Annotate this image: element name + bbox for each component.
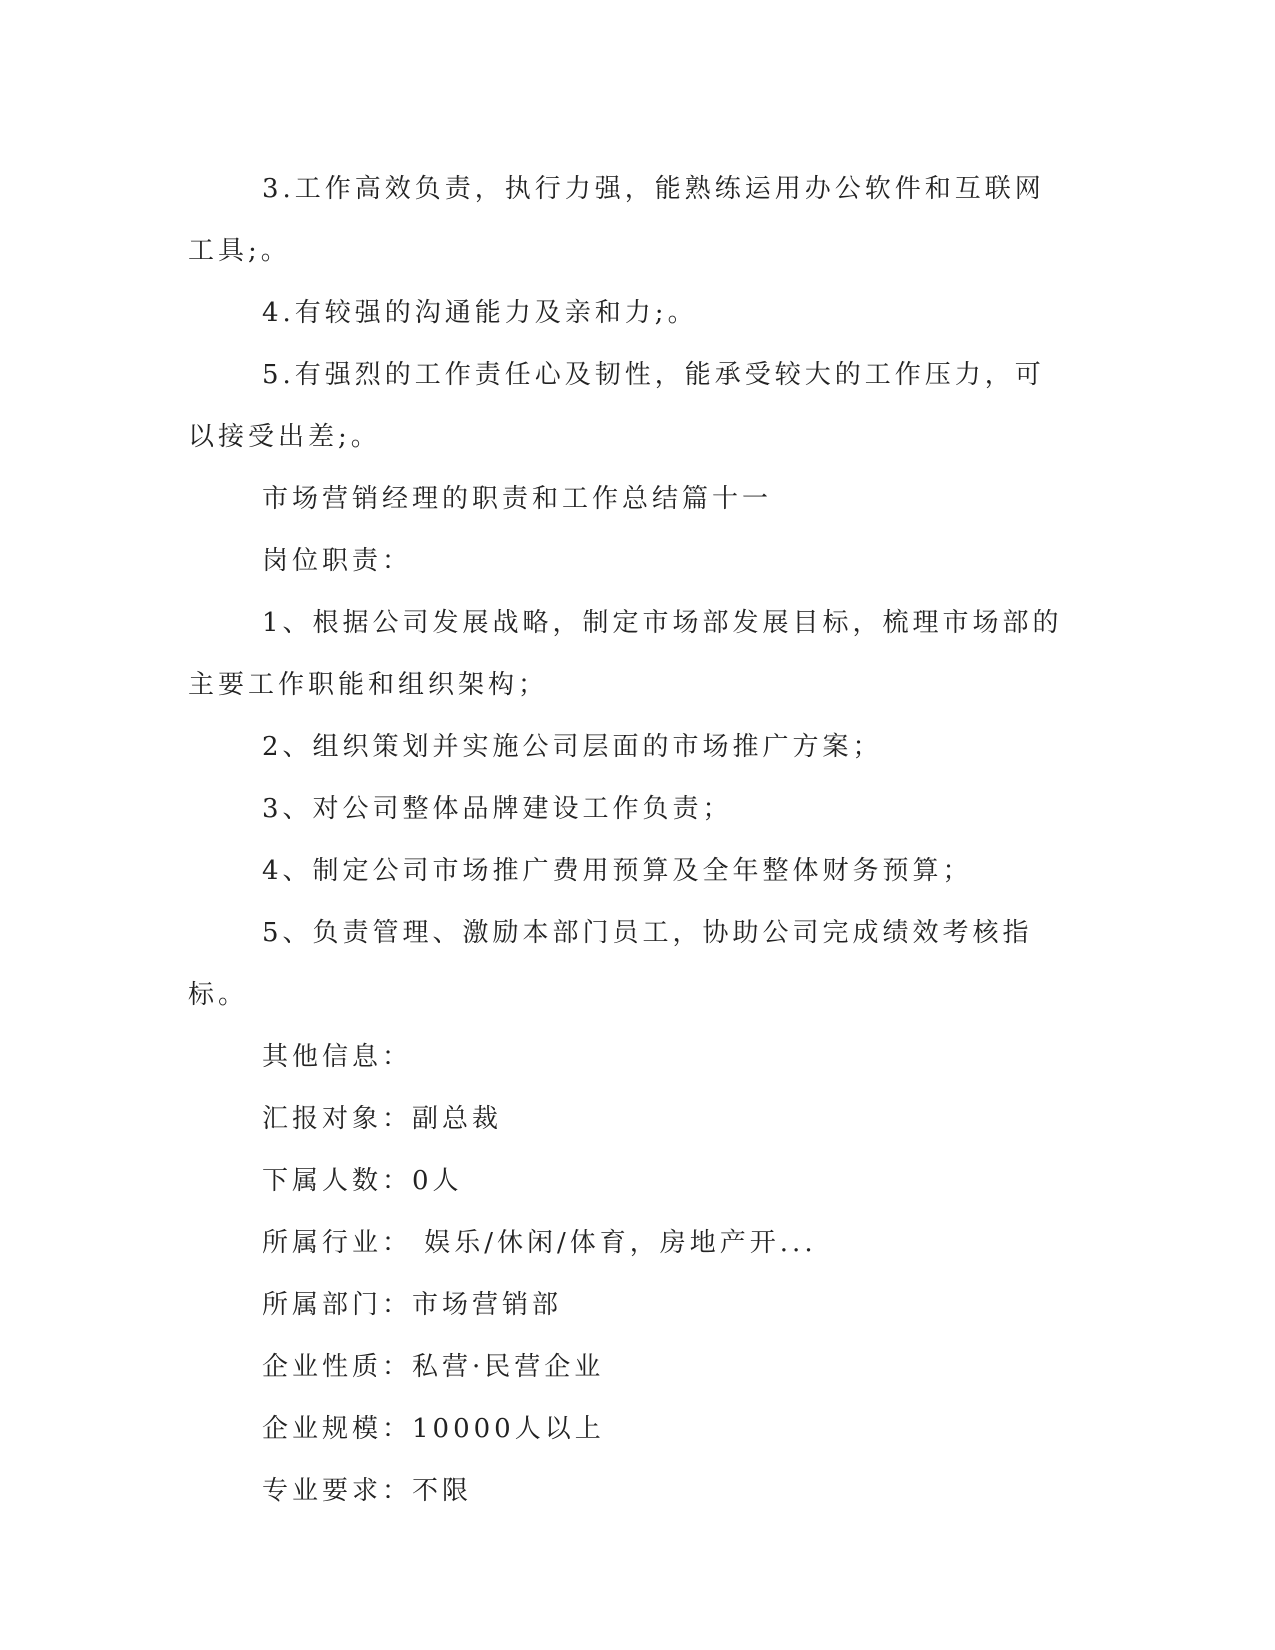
section-heading: 市场营销经理的职责和工作总结篇十一 bbox=[262, 484, 773, 514]
info-line: 所属部门：市场营销部 bbox=[262, 1290, 563, 1320]
paragraph: 5.有强烈的工作责任心及韧性，能承受较大的工作压力，可以接受出差;。 bbox=[188, 360, 1045, 452]
list-item: 5、负责管理、激励本部门员工，协助公司完成绩效考核指标。 bbox=[188, 918, 1033, 1010]
subheading: 岗位职责： bbox=[262, 546, 413, 576]
paragraph: 4.有较强的沟通能力及亲和力;。 bbox=[262, 298, 698, 328]
list-item: 1、根据公司发展战略，制定市场部发展目标，梳理市场部的主要工作职能和组织架构； bbox=[188, 608, 1063, 700]
info-line: 所属行业： 娱乐/休闲/体育，房地产开... bbox=[262, 1228, 817, 1258]
info-line: 专业要求：不限 bbox=[262, 1476, 473, 1506]
list-item: 4、制定公司市场推广费用预算及全年整体财务预算； bbox=[262, 856, 973, 886]
list-item: 2、组织策划并实施公司层面的市场推广方案； bbox=[262, 732, 883, 762]
info-line: 企业规模：10000人以上 bbox=[262, 1414, 605, 1444]
info-line: 企业性质：私营·民营企业 bbox=[262, 1352, 605, 1382]
info-line: 汇报对象：副总裁 bbox=[262, 1104, 503, 1134]
paragraph: 3.工作高效负责，执行力强，能熟练运用办公软件和互联网工具;。 bbox=[188, 174, 1045, 266]
info-line: 下属人数：0人 bbox=[262, 1166, 463, 1196]
subheading: 其他信息： bbox=[262, 1042, 413, 1072]
list-item: 3、对公司整体品牌建设工作负责； bbox=[262, 794, 733, 824]
document-body bbox=[188, 158, 1068, 1522]
